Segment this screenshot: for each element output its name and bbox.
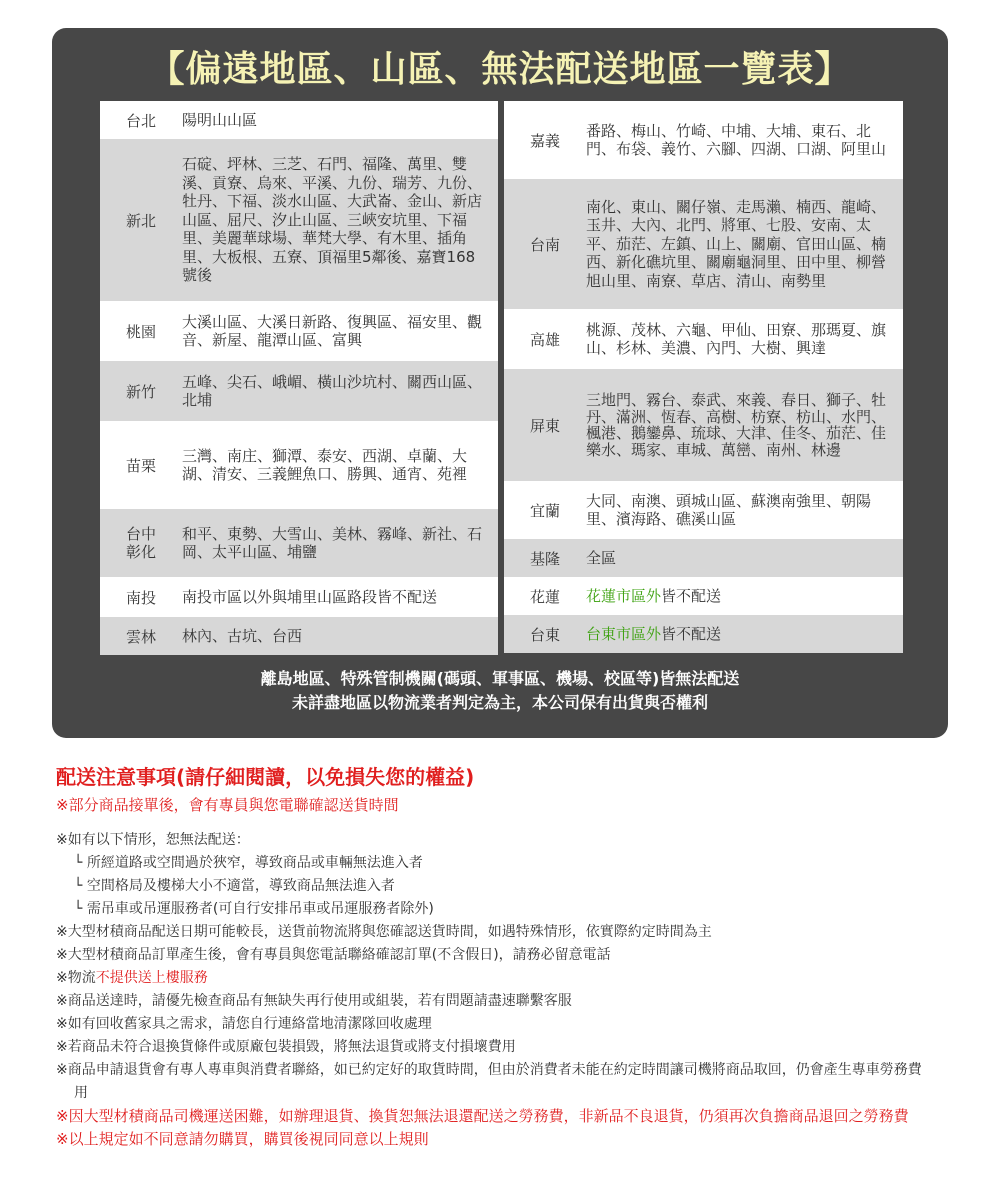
note-item: ※商品送達時，請優先檢查商品有無缺失再行使用或組裝，若有問題請盡速聯繫客服 bbox=[56, 993, 572, 1009]
region-areas: 三灣、南庄、獅潭、泰安、西湖、卓蘭、大湖、清安、三義鯉魚口、勝興、通宵、苑裡 bbox=[182, 446, 468, 483]
table-row bbox=[100, 509, 498, 577]
region-areas-highlight: 花蓮市區外 bbox=[586, 586, 662, 605]
panel-title: 【偏遠地區、山區、無法配送地區一覽表】 bbox=[148, 49, 852, 90]
region-areas: 皆不配送 bbox=[661, 586, 722, 605]
area-table-right bbox=[504, 101, 903, 653]
table-row bbox=[504, 481, 903, 539]
note-item: ※大型材積商品配送日期可能較長，送貨前物流將與您確認送貨時間，如遇特殊情形，依實際約定時間為主 bbox=[56, 924, 712, 940]
region-name: 宜蘭 bbox=[529, 501, 560, 520]
region-name: 基隆 bbox=[529, 549, 560, 568]
region-name: 花蓮 bbox=[529, 587, 560, 606]
note-highlight: 不提供送上樓服務 bbox=[95, 970, 208, 986]
table-row bbox=[504, 615, 903, 653]
table-row bbox=[504, 539, 903, 577]
region-areas: 三地門、霧台、泰武、來義、春日、獅子、牡丹、滿洲、恆春、高樹、枋寮、枋山、水門、楓港、鵝鑾鼻、琉球、大津、佳冬、茄茫、佳樂水、瑪家、車城、萬巒、南州、林邊 bbox=[586, 391, 887, 459]
region-name: 台中彰化 bbox=[125, 525, 156, 561]
region-name: 桃園 bbox=[125, 322, 156, 341]
note-item: ※部分商品接單後，會有專員與您電聯確認送貨時間 bbox=[56, 796, 399, 814]
region-areas: 石碇、坪林、三芝、石門、福隆、萬里、雙溪、貢寮、烏來、平溪、九份、瑞芳、九份、牡丹、下福、淡水山區、大武崙、金山、新店山區、屈尺、汐止山區、三峽安坑里、下福里、美麗華球場、華梵大學、有木里、插角里、大板根、五寮、頂福里5鄰後、嘉寶168號後 bbox=[182, 155, 483, 285]
table-row bbox=[504, 179, 903, 309]
area-table-left bbox=[100, 101, 498, 655]
table-row bbox=[100, 139, 498, 301]
region-areas: 全區 bbox=[586, 548, 617, 567]
region-name: 台北 bbox=[125, 111, 156, 130]
region-areas: 番路、梅山、竹崎、中埔、大埔、東石、北門、布袋、義竹、六腳、四湖、口湖、阿里山 bbox=[586, 121, 887, 158]
region-areas: 大同、南澳、頭城山區、蘇澳南強里、朝陽里、濱海路、礁溪山區 bbox=[586, 491, 872, 528]
note-item bbox=[56, 967, 956, 990]
note-text: ※物流 bbox=[56, 970, 96, 986]
note-item: ※如有以下情形，恕無法配送： bbox=[56, 832, 250, 848]
region-name: 屏東 bbox=[529, 416, 560, 435]
region-name: 新竹 bbox=[125, 382, 156, 401]
note-item: ※以上規定如不同意請勿購買，購買後視同同意以上規則 bbox=[56, 1130, 429, 1148]
region-areas: 五峰、尖石、峨嵋、橫山沙坑村、關西山區、北埔 bbox=[182, 372, 483, 409]
region-name: 新北 bbox=[125, 211, 156, 230]
note-item: ※若商品未符合退換貨條件或原廠包裝損毀，將無法退貨或將支付損壞費用 bbox=[56, 1039, 516, 1055]
notes-title: 配送注意事項(請仔細閱讀，以免損失您的權益) bbox=[56, 765, 475, 789]
region-areas: 南化、東山、關仔嶺、走馬瀨、楠西、龍崎、玉井、大內、北門、將軍、七股、安南、太平、茄茫、左鎮、山上、關廟、官田山區、楠西、新化礁坑里、關廟龜洞里、田中里、柳營旭山里、南寮、草店、清山、南勢里 bbox=[586, 197, 887, 290]
note-item: ※大型材積商品訂單產生後，會有專員與您電話聯絡確認訂單(不含假日)，請務必留意電話 bbox=[56, 947, 611, 963]
note-item: ※因大型材積商品司機運送困難，如辦理退貨、換貨恕無法退還配送之勞務費，非新品不良退貨，仍須再次負擔商品退回之勞務費 bbox=[56, 1107, 909, 1125]
region-areas: 陽明山山區 bbox=[182, 110, 258, 129]
region-name: 雲林 bbox=[125, 627, 156, 646]
note-subitem: └ 需吊車或吊運服務者(可自行安排吊車或吊運服務者除外) bbox=[74, 901, 434, 917]
delivery-notes bbox=[56, 760, 956, 1151]
footer-line-2: 未詳盡地區以物流業者判定為主，本公司保有出貨與否權利 bbox=[291, 693, 708, 712]
region-areas: 南投市區以外與埔里山區路段皆不配送 bbox=[182, 587, 438, 606]
region-areas: 桃源、茂林、六龜、甲仙、田寮、那瑪夏、旗山、杉林、美濃、內門、大樹、興達 bbox=[586, 320, 887, 357]
table-row bbox=[100, 301, 498, 361]
table-row bbox=[504, 309, 903, 369]
footer-line-1: 離島地區、特殊管制機關(碼頭、軍事區、機場、校區等)皆無法配送 bbox=[260, 669, 740, 688]
region-name: 嘉義 bbox=[529, 131, 560, 150]
region-areas: 皆不配送 bbox=[661, 624, 722, 643]
table-row bbox=[100, 421, 498, 509]
region-areas: 林內、古坑、台西 bbox=[182, 626, 303, 645]
region-areas-highlight: 台東市區外 bbox=[586, 624, 662, 643]
note-item: ※商品申請退貨會有專人專車與消費者聯絡，如已約定好的取貨時間，但由於消費者未能在約定時間讓司機將商品取回，仍會產生專車勞務費用 bbox=[56, 1062, 922, 1101]
table-row bbox=[504, 101, 903, 179]
table-row bbox=[504, 577, 903, 615]
region-name: 台南 bbox=[529, 235, 560, 254]
table-row bbox=[100, 577, 498, 617]
note-item: ※如有回收舊家具之需求，請您自行連絡當地清潔隊回收處理 bbox=[56, 1016, 432, 1032]
region-areas: 和平、東勢、大雪山、美林、霧峰、新社、石岡、太平山區、埔鹽 bbox=[182, 524, 483, 561]
region-name: 苗栗 bbox=[125, 456, 156, 475]
panel-footer bbox=[52, 667, 948, 715]
region-name: 南投 bbox=[125, 588, 156, 607]
note-subitem: └ 所經道路或空間過於狹窄，導致商品或車輛無法進入者 bbox=[74, 855, 423, 871]
region-areas: 大溪山區、大溪日新路、復興區、福安里、觀音、新屋、龍潭山區、富興 bbox=[182, 312, 483, 349]
region-name: 高雄 bbox=[529, 330, 560, 349]
table-row bbox=[100, 361, 498, 421]
table-row bbox=[100, 617, 498, 655]
note-subitem: └ 空間格局及樓梯大小不適當，導致商品無法進入者 bbox=[74, 878, 395, 894]
region-name: 台東 bbox=[529, 625, 560, 644]
table-row bbox=[100, 101, 498, 139]
table-row bbox=[504, 369, 903, 481]
